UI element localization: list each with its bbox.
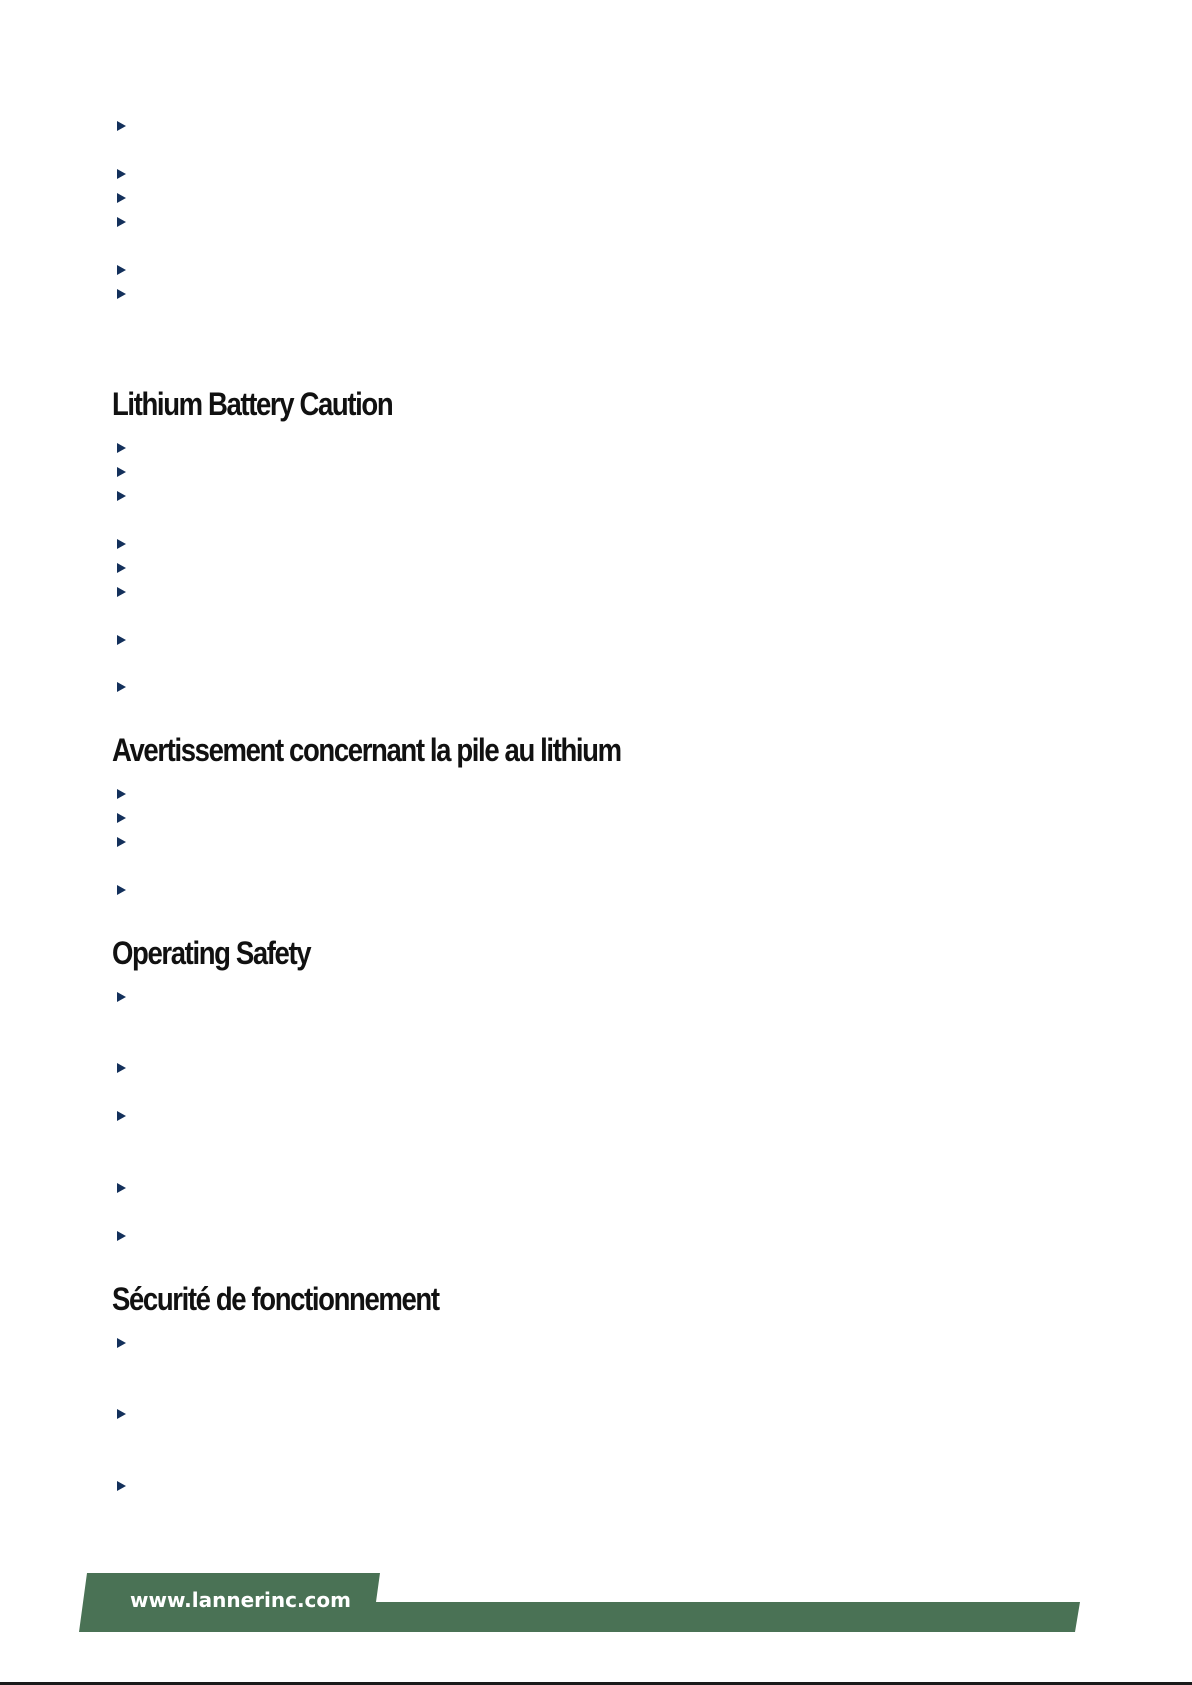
bullet-marker-icon bbox=[117, 1063, 126, 1073]
bullet-marker-icon bbox=[117, 992, 126, 1002]
bullet-marker-icon bbox=[117, 587, 126, 597]
bullet-marker-icon bbox=[117, 789, 126, 799]
bullet-marker-icon bbox=[117, 682, 126, 692]
bullet-marker-icon bbox=[117, 635, 126, 645]
bullet-marker-icon bbox=[117, 443, 126, 453]
section-heading-lithium-battery-caution: Lithium Battery Caution bbox=[112, 386, 393, 422]
bullet-marker-icon bbox=[117, 289, 126, 299]
bullet-marker-icon bbox=[117, 193, 126, 203]
bullet-marker-icon bbox=[117, 837, 126, 847]
bullet-marker-icon bbox=[117, 169, 126, 179]
bullet-marker-icon bbox=[117, 1231, 126, 1241]
bullet-marker-icon bbox=[117, 563, 126, 573]
bullet-marker-icon bbox=[117, 1111, 126, 1121]
bullet-marker-icon bbox=[117, 491, 126, 501]
section-heading-avertissement-pile-lithium: Avertissement concernant la pile au lithium bbox=[112, 732, 621, 768]
section-heading-operating-safety: Operating Safety bbox=[112, 935, 311, 971]
bullet-marker-icon bbox=[117, 885, 126, 895]
bullet-marker-icon bbox=[117, 1183, 126, 1193]
bullet-marker-icon bbox=[117, 467, 126, 477]
bullet-marker-icon bbox=[117, 813, 126, 823]
section-heading-securite-de-fonctionnement: Sécurité de fonctionnement bbox=[112, 1281, 439, 1317]
bullet-marker-icon bbox=[117, 265, 126, 275]
bullet-marker-icon bbox=[117, 121, 126, 131]
bullet-marker-icon bbox=[117, 539, 126, 549]
bullet-marker-icon bbox=[117, 217, 126, 227]
page-footer bbox=[0, 1570, 1192, 1640]
bullet-marker-icon bbox=[117, 1338, 126, 1348]
bullet-marker-icon bbox=[117, 1409, 126, 1419]
bullet-marker-icon bbox=[117, 1481, 126, 1491]
footer-website-link[interactable]: www.lannerinc.com bbox=[130, 1588, 351, 1612]
